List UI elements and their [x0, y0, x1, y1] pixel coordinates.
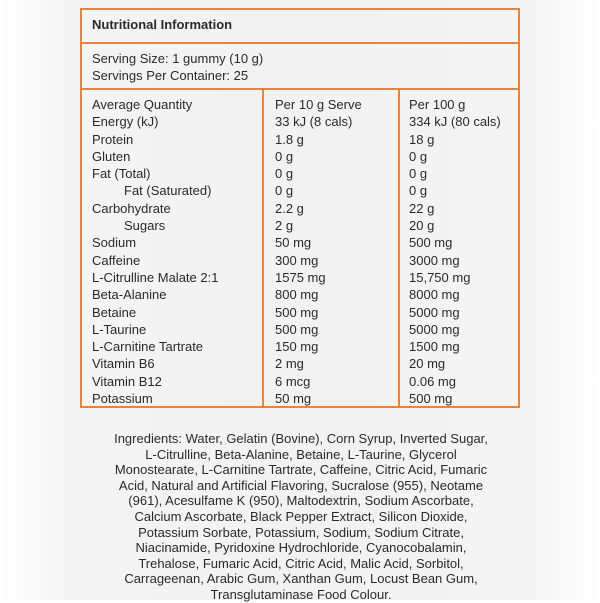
row-per-serve: 0 g: [275, 183, 294, 199]
row-per-serve: 0 g: [275, 166, 294, 182]
nutrition-panel: [80, 8, 520, 408]
panel-title: Nutritional Information: [92, 17, 233, 32]
row-per-serve: 0 g: [275, 148, 294, 164]
row-name: Sodium: [92, 235, 137, 251]
ingredients-line: Transglutaminase Food Colour.: [210, 586, 392, 602]
row-name: Caffeine: [92, 252, 141, 268]
title-divider: [82, 42, 518, 44]
row-per-100g: 5000 mg: [409, 304, 460, 320]
table-row: [82, 304, 522, 321]
row-per-serve: 300 mg: [275, 252, 319, 268]
table-row: [82, 200, 522, 217]
table-row: [82, 252, 522, 269]
ingredients-line: L-Citrulline, Beta-Alanine, Betaine, L-Taurine, Glycerol: [145, 446, 457, 462]
row-per-serve: 50 mg: [275, 391, 312, 407]
table-header-row: [82, 96, 522, 113]
ingredients-line: Niacinamide, Pyridoxine Hydrochloride, Cyanocobalamin,: [135, 540, 467, 556]
table-row: [82, 321, 522, 338]
table-row: [82, 113, 522, 130]
row-per-100g: 22 g: [409, 200, 435, 216]
ingredients-line: Acid, Natural and Artificial Flavoring, Sucralose (955), Neotame: [118, 477, 484, 493]
row-name: Fat (Total): [92, 166, 151, 182]
header-per-100g: Per 100 g: [409, 97, 466, 112]
header-per-serve: Per 10 g Serve: [275, 97, 362, 112]
row-per-100g: 0.06 mg: [409, 373, 456, 389]
row-per-serve: 33 kJ (8 cals): [275, 114, 353, 130]
row-per-100g: 8000 mg: [409, 287, 460, 303]
table-row: [82, 217, 522, 234]
row-per-serve: 800 mg: [275, 287, 319, 303]
ingredients-line: Calcium Ascorbate, Black Pepper Extract, Silicon Dioxide,: [134, 508, 468, 524]
row-per-serve: 500 mg: [275, 304, 319, 320]
table-row: [82, 286, 522, 303]
table-row: [82, 148, 522, 165]
row-name: Vitamin B6: [92, 356, 155, 372]
row-name: L-Citrulline Malate 2:1: [92, 269, 219, 285]
row-per-serve: 50 mg: [275, 235, 312, 251]
row-name: L-Taurine: [92, 321, 147, 337]
row-per-serve: 6 mcg: [275, 373, 311, 389]
row-name: Carbohydrate: [92, 200, 171, 216]
ingredients-line: Potassium Sorbate, Potassium, Sodium, Sodium Citrate,: [138, 524, 464, 540]
table-row: [82, 269, 522, 286]
header-average-quantity: Average Quantity: [92, 97, 193, 112]
row-per-100g: 20 g: [409, 218, 435, 234]
row-name: Fat (Saturated): [124, 183, 212, 199]
row-per-serve: 1575 mg: [275, 269, 326, 285]
row-name: Vitamin B12: [92, 373, 162, 389]
row-per-100g: 500 mg: [409, 391, 453, 407]
row-per-serve: 2 mg: [275, 356, 304, 372]
serving-divider: [82, 88, 518, 90]
row-name: L-Carnitine Tartrate: [92, 339, 204, 355]
serving-size: Serving Size: 1 gummy (10 g): [92, 51, 264, 66]
servings-per-container: Servings Per Container: 25: [92, 68, 249, 83]
row-per-100g: 334 kJ (80 cals): [409, 114, 501, 130]
row-name: Energy (kJ): [92, 114, 159, 130]
row-per-100g: 500 mg: [409, 235, 453, 251]
ingredients-line: (961), Acesulfame K (950), Maltodextrin, Sodium Ascorbate,: [128, 493, 474, 509]
table-row: [82, 338, 522, 355]
row-name: Gluten: [92, 148, 131, 164]
row-per-serve: 2 g: [275, 218, 294, 234]
row-name: Betaine: [92, 304, 137, 320]
row-name: Sugars: [124, 218, 166, 234]
row-per-serve: 1.8 g: [275, 131, 304, 147]
row-per-100g: 0 g: [409, 183, 428, 199]
row-name: Protein: [92, 131, 134, 147]
table-row: [82, 234, 522, 251]
table-row: [82, 373, 522, 390]
table-row: [82, 182, 522, 199]
ingredients-line: Monostearate, L-Carnitine Tartrate, Caffeine, Citric Acid, Fumaric: [114, 462, 488, 478]
row-per-100g: 1500 mg: [409, 339, 460, 355]
ingredients-text: [76, 431, 526, 603]
row-per-100g: 3000 mg: [409, 252, 460, 268]
table-row: [82, 131, 522, 148]
table-row: [82, 165, 522, 182]
row-per-serve: 2.2 g: [275, 200, 304, 216]
row-per-100g: 20 mg: [409, 356, 446, 372]
nutrition-table: [82, 96, 522, 407]
ingredients-line: Ingredients: Water, Gelatin (Bovine), Corn Syrup, Inverted Sugar,: [114, 431, 488, 446]
row-per-100g: 15,750 mg: [409, 269, 471, 285]
table-row: [82, 390, 522, 407]
ingredients-line: Trehalose, Fumaric Acid, Citric Acid, Malic Acid, Sorbitol,: [138, 555, 464, 571]
ingredients-line: Carrageenan, Arabic Gum, Xanthan Gum, Locust Bean Gum,: [124, 571, 478, 587]
row-per-serve: 150 mg: [275, 339, 319, 355]
row-per-serve: 500 mg: [275, 321, 319, 337]
row-name: Beta-Alanine: [92, 287, 167, 303]
row-per-100g: 0 g: [409, 166, 428, 182]
row-per-100g: 5000 mg: [409, 321, 460, 337]
row-per-100g: 18 g: [409, 131, 435, 147]
row-name: Potassium: [92, 391, 153, 407]
row-per-100g: 0 g: [409, 148, 428, 164]
table-row: [82, 355, 522, 372]
